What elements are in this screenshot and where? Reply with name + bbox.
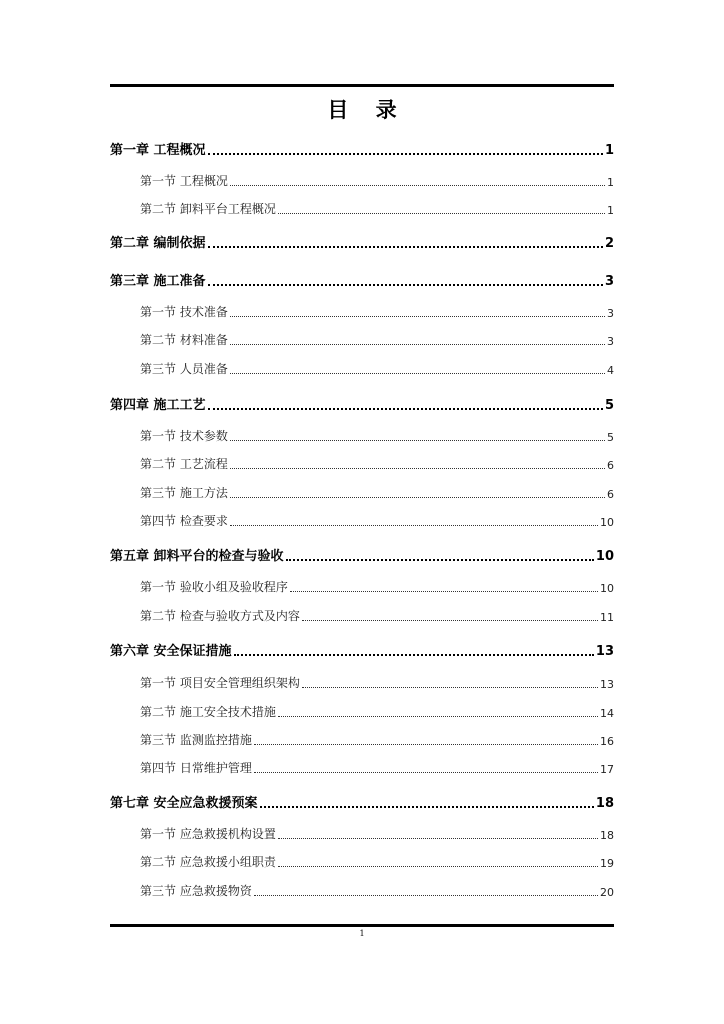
toc-entry-page-number: 19 — [600, 857, 614, 870]
toc-entry-page-number: 10 — [600, 582, 614, 595]
toc-chapter-entry[interactable] — [110, 545, 614, 564]
toc-leader-dots — [208, 246, 603, 248]
toc-entry-page-number: 13 — [595, 644, 614, 659]
toc-section-entry[interactable] — [140, 703, 614, 720]
toc-leader-dots — [254, 895, 598, 896]
toc-leader-dots — [234, 654, 594, 656]
toc-entry-label: 第五章 卸料平台的检查与验收 — [110, 549, 284, 564]
toc-entry-page-number: 5 — [607, 431, 614, 444]
toc-leader-dots — [302, 687, 598, 688]
toc-section-entry[interactable] — [140, 512, 614, 529]
toc-entry-label: 第二节 工艺流程 — [140, 457, 228, 471]
toc-entry-page-number: 17 — [600, 763, 614, 776]
toc-chapter-entry[interactable] — [110, 232, 614, 251]
footer-rule — [110, 924, 614, 927]
toc-section-entry[interactable] — [140, 303, 614, 320]
toc-leader-dots — [230, 344, 605, 345]
toc-entry-label: 第一节 验收小组及验收程序 — [140, 580, 288, 594]
toc-entry-page-number: 5 — [604, 398, 614, 413]
toc-chapter-entry[interactable] — [110, 640, 614, 659]
toc-chapter-entry[interactable] — [110, 270, 614, 289]
toc-entry-page-number: 11 — [600, 611, 614, 624]
toc-entry-page-number: 14 — [600, 707, 614, 720]
toc-entry-label: 第三节 人员准备 — [140, 362, 228, 376]
toc-entry-page-number: 6 — [607, 459, 614, 472]
toc-entry-page-number: 1 — [604, 143, 614, 158]
toc-section-entry[interactable] — [140, 172, 614, 189]
toc-entry-page-number: 3 — [607, 335, 614, 348]
toc-entry-label: 第三节 监测监控措施 — [140, 733, 252, 747]
toc-entry-label: 第三章 施工准备 — [110, 274, 206, 289]
toc-section-entry[interactable] — [140, 825, 614, 842]
toc-section-entry[interactable] — [140, 882, 614, 899]
toc-entry-label: 第二章 编制依据 — [110, 236, 206, 251]
toc-section-entry[interactable] — [140, 484, 614, 501]
toc-leader-dots — [286, 559, 594, 561]
toc-section-entry[interactable] — [140, 731, 614, 748]
toc-chapter-entry[interactable] — [110, 139, 614, 158]
toc-entry-label: 第一节 技术准备 — [140, 305, 228, 319]
toc-leader-dots — [254, 744, 598, 745]
toc-entry-page-number: 18 — [600, 829, 614, 842]
page-title: 目 录 — [327, 98, 407, 122]
toc-entry-label: 第一节 应急救援机构设置 — [140, 827, 276, 841]
toc-leader-dots — [208, 408, 603, 410]
toc-leader-dots — [278, 716, 598, 717]
toc-section-entry[interactable] — [140, 853, 614, 870]
toc-section-entry[interactable] — [140, 427, 614, 444]
toc-entry-label: 第四章 施工工艺 — [110, 398, 206, 413]
toc-entry-label: 第二节 施工安全技术措施 — [140, 705, 276, 719]
toc-entry-page-number: 2 — [604, 236, 614, 251]
toc-entry-page-number: 1 — [607, 176, 614, 189]
header-rule — [110, 84, 614, 87]
toc-entry-page-number: 6 — [607, 488, 614, 501]
toc-leader-dots — [208, 153, 603, 155]
toc-leader-dots — [278, 213, 605, 214]
toc-section-entry[interactable] — [140, 759, 614, 776]
toc-leader-dots — [230, 185, 605, 186]
toc-entry-page-number: 10 — [600, 516, 614, 529]
toc-entry-label: 第四节 日常维护管理 — [140, 761, 252, 775]
toc-entry-label: 第一节 工程概况 — [140, 174, 228, 188]
toc-entry-label: 第三节 施工方法 — [140, 486, 228, 500]
toc-entry-label: 第六章 安全保证措施 — [110, 644, 232, 659]
toc-entry-label: 第四节 检查要求 — [140, 514, 228, 528]
toc-section-entry[interactable] — [140, 578, 614, 595]
toc-entry-page-number: 3 — [604, 274, 614, 289]
toc-entry-label: 第二节 应急救援小组职责 — [140, 855, 276, 869]
toc-leader-dots — [230, 440, 605, 441]
toc-leader-dots — [290, 591, 598, 592]
toc-entry-label: 第一节 项目安全管理组织架构 — [140, 676, 300, 690]
toc-entry-label: 第三节 应急救援物资 — [140, 884, 252, 898]
toc-entry-page-number: 1 — [607, 204, 614, 217]
toc-section-entry[interactable] — [140, 200, 614, 217]
toc-entry-label: 第二节 检查与验收方式及内容 — [140, 609, 300, 623]
toc-section-entry[interactable] — [140, 331, 614, 348]
toc-entry-label: 第一章 工程概况 — [110, 143, 206, 158]
toc-entry-page-number: 3 — [607, 307, 614, 320]
toc-leader-dots — [230, 373, 605, 374]
toc-section-entry[interactable] — [140, 360, 614, 377]
toc-entry-page-number: 4 — [607, 364, 614, 377]
toc-chapter-entry[interactable] — [110, 792, 614, 811]
toc-leader-dots — [230, 497, 605, 498]
toc-entry-page-number: 20 — [600, 886, 614, 899]
toc-section-entry[interactable] — [140, 455, 614, 472]
toc-leader-dots — [230, 316, 605, 317]
toc-entry-label: 第七章 安全应急救援预案 — [110, 796, 258, 811]
toc-leader-dots — [260, 806, 594, 808]
toc-chapter-entry[interactable] — [110, 394, 614, 413]
toc-leader-dots — [208, 284, 603, 286]
toc-leader-dots — [302, 620, 598, 621]
toc-entry-page-number: 13 — [600, 678, 614, 691]
toc-entry-page-number: 10 — [595, 549, 614, 564]
toc-entry-page-number: 18 — [595, 796, 614, 811]
toc-leader-dots — [230, 525, 598, 526]
toc-entry-label: 第二节 卸料平台工程概况 — [140, 202, 276, 216]
footer-page-number: 1 — [359, 929, 365, 938]
toc-leader-dots — [230, 468, 605, 469]
toc-entry-label: 第二节 材料准备 — [140, 333, 228, 347]
toc-section-entry[interactable] — [140, 674, 614, 691]
toc-entry-label: 第一节 技术参数 — [140, 429, 228, 443]
toc-leader-dots — [278, 838, 598, 839]
toc-entry-page-number: 16 — [600, 735, 614, 748]
toc-section-entry[interactable] — [140, 607, 614, 624]
toc-leader-dots — [254, 772, 598, 773]
toc-leader-dots — [278, 866, 598, 867]
